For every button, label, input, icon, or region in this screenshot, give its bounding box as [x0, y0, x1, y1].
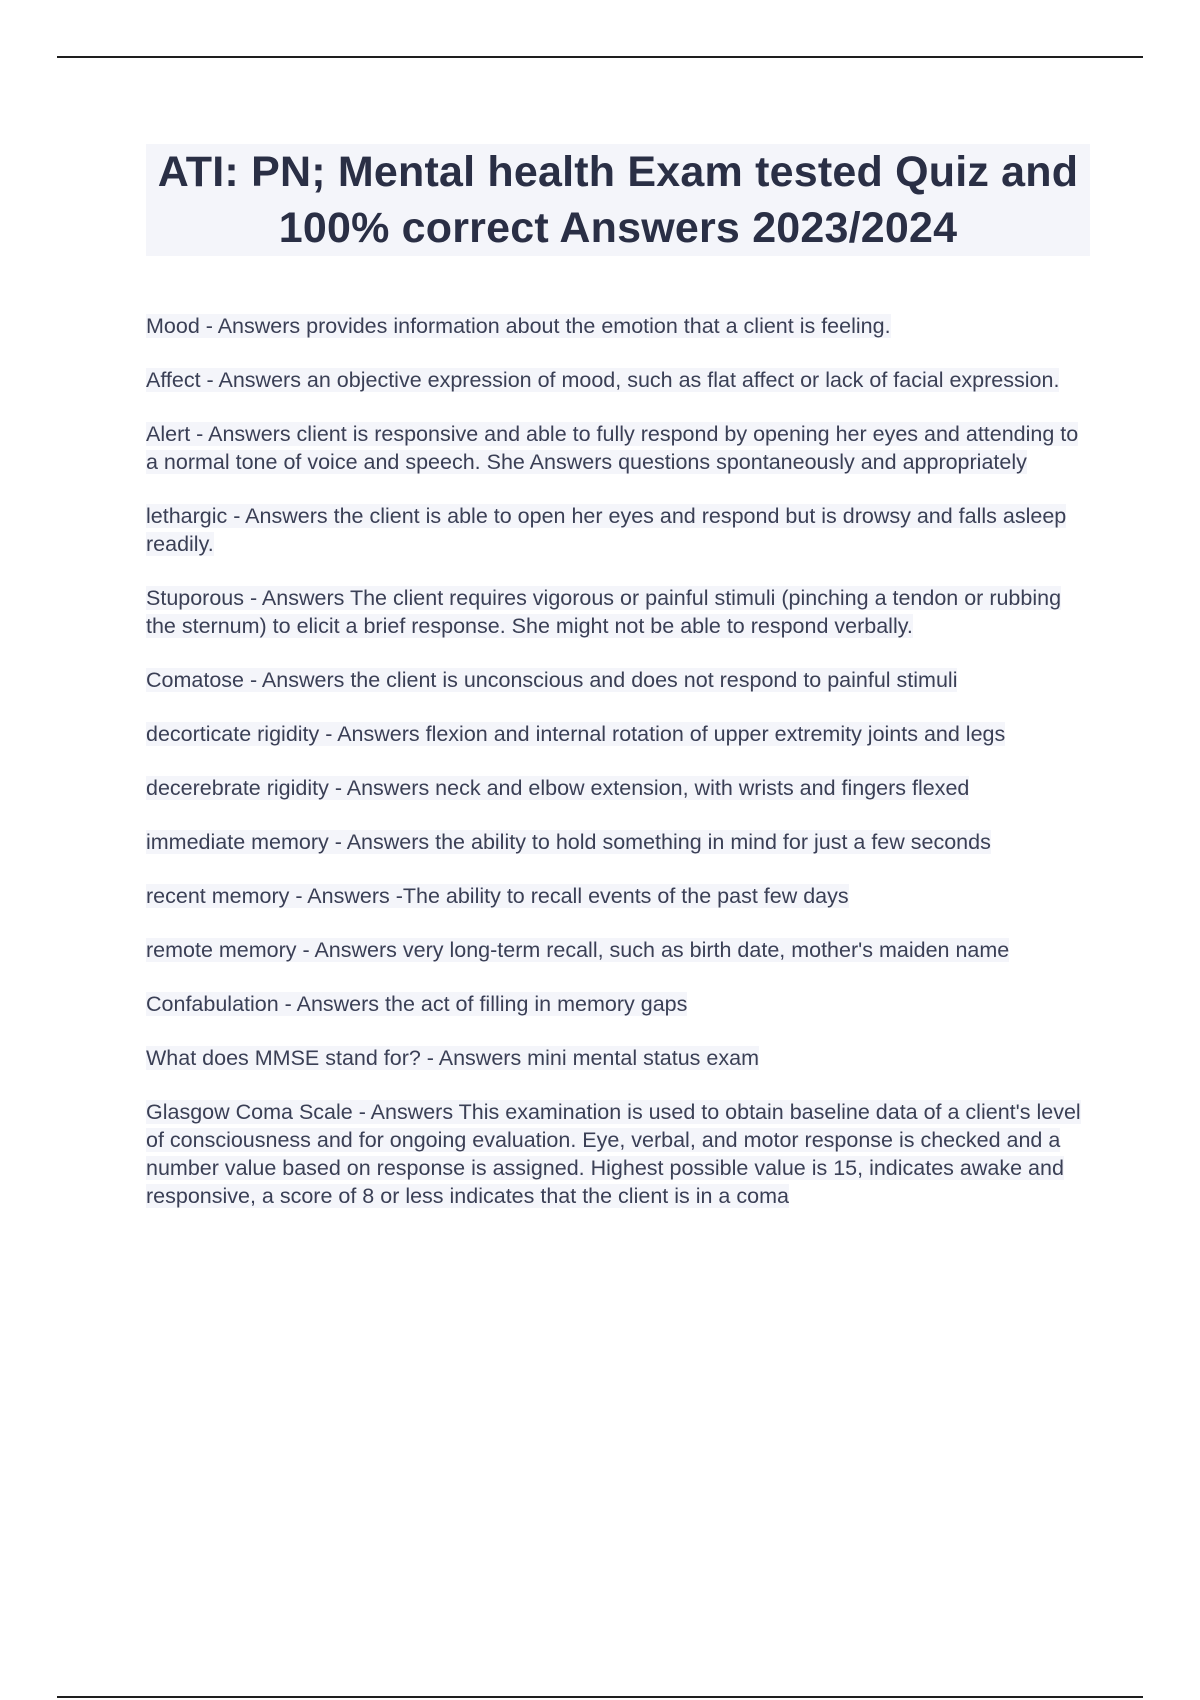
document-title: ATI: PN; Mental health Exam tested Quiz and 100% correct Answers 2023/2024 [157, 148, 1079, 252]
title-block [146, 144, 1090, 256]
qa-entry [146, 828, 1090, 856]
qa-entry [146, 502, 1090, 558]
qa-entry [146, 420, 1090, 476]
qa-entry [146, 720, 1090, 748]
qa-entry [146, 774, 1090, 802]
qa-entry-text: decerebrate rigidity - Answers neck and elbow extension, with wrists and fingers flexed [146, 776, 970, 800]
qa-entry [146, 584, 1090, 640]
qa-entry-text: immediate memory - Answers the ability to hold something in mind for just a few seconds [146, 830, 991, 854]
qa-entry-text: Alert - Answers client is responsive and able to fully respond by opening her eyes and attending to a normal tone of voice and speech. She Answers questions spontaneously and appropriately [146, 422, 1079, 474]
qa-entry-text: Mood - Answers provides information about the emotion that a client is feeling. [146, 314, 891, 338]
qa-entry [146, 882, 1090, 910]
qa-entry-text: Stuporous - Answers The client requires vigorous or painful stimuli (pinching a tendon or rubbing the sternum) to elicit a brief response. She might not be able to respond verbally. [146, 586, 1062, 638]
qa-entry-text: remote memory - Answers very long-term recall, such as birth date, mother's maiden name [146, 938, 1010, 962]
bottom-rule [57, 1696, 1143, 1698]
qa-entry [146, 1098, 1090, 1210]
qa-entry-text: decorticate rigidity - Answers flexion and internal rotation of upper extremity joints and legs [146, 722, 1006, 746]
top-rule [57, 56, 1143, 58]
qa-entry [146, 312, 1090, 340]
qa-entry-text: Confabulation - Answers the act of filling in memory gaps [146, 992, 688, 1016]
qa-entry [146, 366, 1090, 394]
qa-entry [146, 666, 1090, 694]
qa-entry-text: lethargic - Answers the client is able to open her eyes and respond but is drowsy and falls asleep readily. [146, 504, 1067, 556]
qa-entry [146, 936, 1090, 964]
qa-entry-text: recent memory - Answers -The ability to recall events of the past few days [146, 884, 849, 908]
qa-entry-text: Comatose - Answers the client is unconscious and does not respond to painful stimuli [146, 668, 958, 692]
qa-entry-text: Affect - Answers an objective expression of mood, such as flat affect or lack of facial expression. [146, 368, 1060, 392]
qa-list [146, 312, 1090, 1236]
qa-entry-text: Glasgow Coma Scale - Answers This examination is used to obtain baseline data of a client's level of consciousness and for ongoing evaluation. Eye, verbal, and motor response is checked and a number value based on response is assigned. Highest possible value is 15, indicates awake and responsive, a score of 8 or less indicates that the client is in a coma [146, 1100, 1081, 1208]
qa-entry [146, 990, 1090, 1018]
qa-entry [146, 1044, 1090, 1072]
qa-entry-text: What does MMSE stand for? - Answers mini mental status exam [146, 1046, 759, 1070]
